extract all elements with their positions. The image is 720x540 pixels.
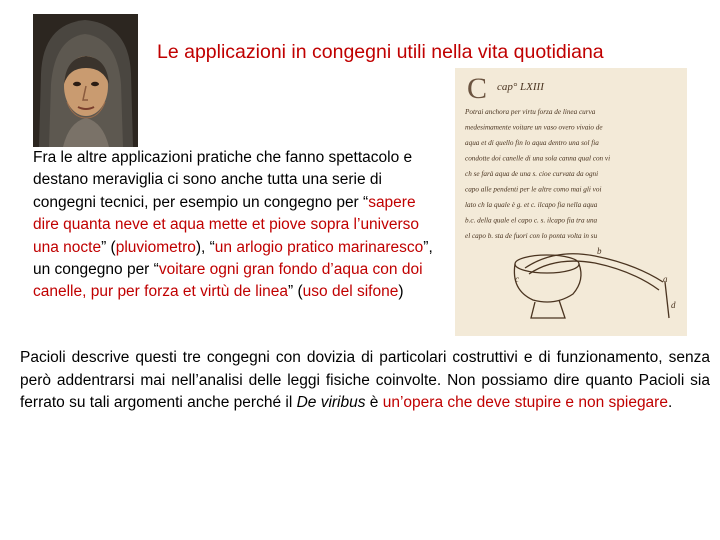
figure-label-d: d: [671, 300, 676, 310]
para1-text-6: ): [398, 283, 404, 301]
manuscript-header: cap° LXIII: [497, 81, 544, 93]
manuscript-drop-cap: C: [467, 72, 488, 105]
highlight-opera-stupire: un’opera che deve stupire e non spiegare: [382, 394, 668, 412]
manuscript-line: b.c. della quale el capo c. s. ilcapo fia tra una: [465, 216, 598, 225]
manuscript-line: Potrai anchora per virtu forza de linea curva: [465, 108, 596, 116]
manuscript-line: el capo b. sta de fuori con lo ponta volta in su: [465, 232, 598, 240]
conclusion-paragraph: [20, 347, 710, 415]
manuscript-line: capo alle pendenti per le altre como mai gli voi: [465, 185, 602, 194]
para1-text-5: ” (: [288, 283, 303, 301]
para2-text-1: Pacioli descrive questi tre congegni con dovizia di particolari costruttivi e di funzionamento, senza però addentrarsi mai nell’analisi delle leggi fisiche coinvolte. Non possiamo dire quanto Pacioli sia ferrato su tali argomenti anche perché il: [20, 349, 710, 412]
para1-text-1: Fra le altre applicazioni pratiche che fanno spettacolo e destano meraviglia ci sono anche tutta una serie di congegni tecnici, per esempio un congegno per “: [33, 149, 413, 211]
manuscript-line: condotte doi canelle di una sola canna qual con vi: [465, 154, 611, 163]
figure-label-c: c: [515, 274, 519, 284]
slide-title: Le applicazioni in congegni utili nella vita quotidiana: [157, 41, 604, 63]
manuscript-line: medesimamente voitare un vaso overo vivaio de: [465, 123, 603, 132]
highlight-voitare-aqua: voitare ogni gran fondo d’aqua con doi canelle, pur per forza et virtù de linea: [33, 261, 423, 301]
highlight-arlogio: un arlogio pratico marinaresco: [214, 238, 424, 256]
para2-text-2: è: [365, 394, 383, 412]
manuscript-page-image: [455, 68, 687, 336]
para2-text-3: .: [667, 394, 673, 412]
portrait-image: [33, 14, 138, 147]
highlight-pluviometro: pluviometro: [115, 238, 196, 256]
intro-paragraph: [33, 147, 445, 304]
highlight-snow-rain-device: sapere dire quanta neve et aqua mette et piove sopra l’universo una nocte: [33, 193, 420, 256]
para1-text-3: ), “: [195, 238, 215, 256]
figure-label-b: b: [597, 246, 602, 256]
manuscript-line: aqua et di quello fin lo aqua dentro una sol fia: [465, 139, 599, 147]
manuscript-line: ch se farà aqua de una s. cioe curvata da ogni: [465, 170, 599, 178]
para1-text-4: ”, un congegno per “: [33, 238, 433, 279]
para1-text-2: ” (: [101, 238, 116, 256]
figure-label-a: a: [663, 274, 668, 284]
de-viribus-title: De viribus: [296, 394, 366, 412]
highlight-sifone: uso del sifone: [302, 283, 399, 301]
manuscript-line: lato ch la quale è g. et c. ilcapo fia nella aqua: [465, 201, 598, 209]
